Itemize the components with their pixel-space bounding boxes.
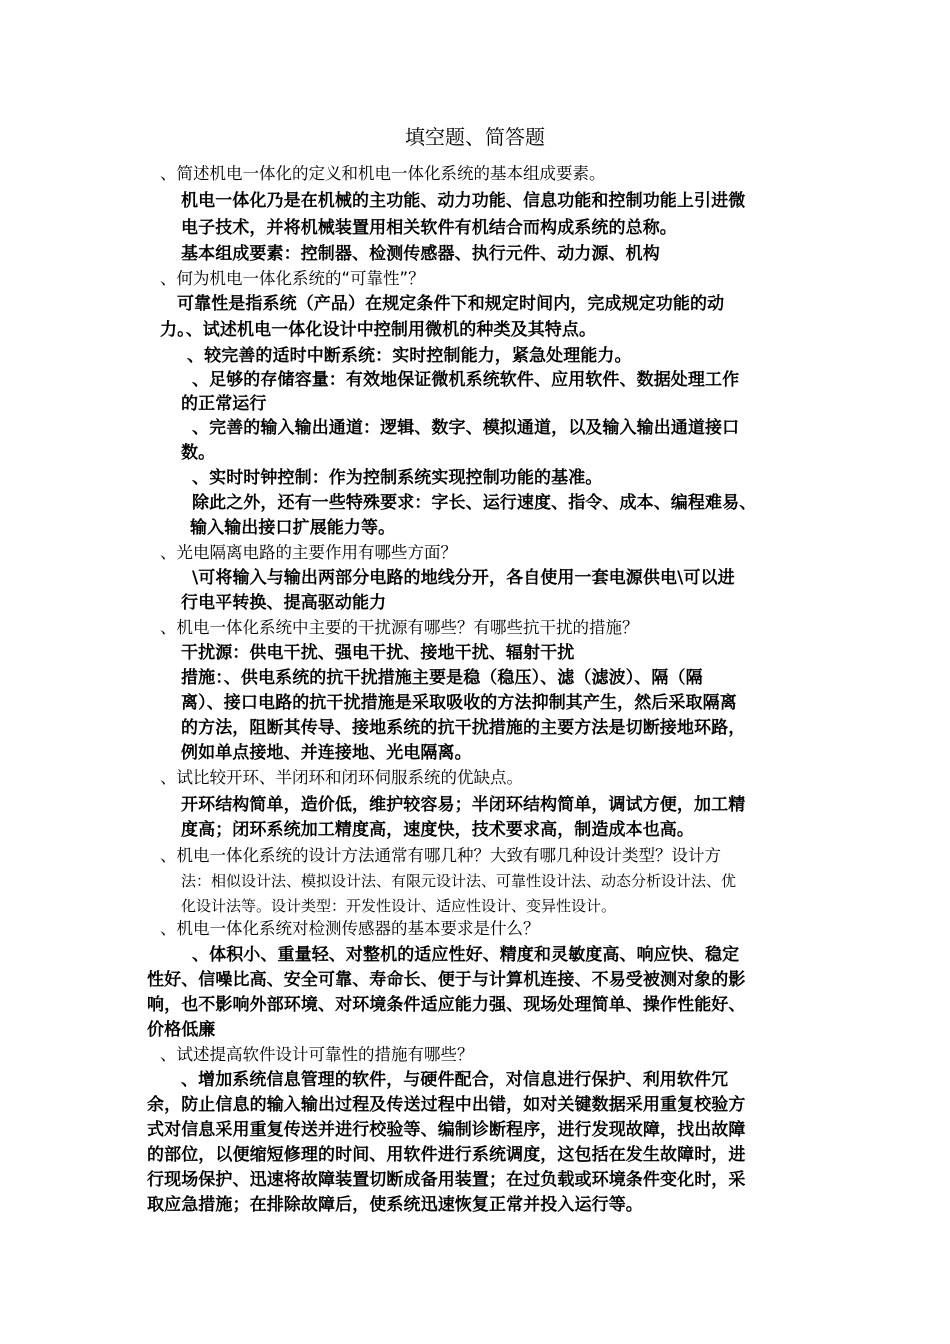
page-title: 填空题、简答题 xyxy=(405,125,545,149)
answer-line: 、足够的存储容量：有效地保证微机系统软件、应用软件、数据处理工作 xyxy=(192,370,740,390)
answer-line: 干扰源：供电干扰、强电干扰、接地干扰、辐射干扰 xyxy=(181,643,575,663)
question-line: 、试比较开环、半闭环和闭环伺服系统的优缺点。 xyxy=(160,768,523,787)
question-line: 、机电一体化系统对检测传感器的基本要求是什么？ xyxy=(160,919,540,938)
answer-line: 电子技术，并将机械装置用相关软件有机结合而构成系统的总称。 xyxy=(181,218,677,238)
answer-line: 度高；闭环系统加工精度高，速度快，技术要求高，制造成本也高。 xyxy=(181,820,694,840)
answer-line: 措施：、供电系统的抗干扰措施主要是稳（稳压）、滤（滤波）、隔（隔 xyxy=(181,668,703,688)
answer-line: 可靠性是指系统（产品）在规定条件下和规定时间内，完成规定功能的动 xyxy=(177,294,725,314)
answer-line: 力。、试述机电一体化设计中控制用微机的种类及其特点。 xyxy=(160,320,597,340)
answer-line: 的部位，以便缩短修理的时间、用软件进行系统调度，这包括在发生故障时，进 xyxy=(147,1145,746,1165)
answer-line: 、完善的输入输出通道：逻辑、数字、模拟通道，以及输入输出通道接口 xyxy=(192,418,740,438)
answer-line: 响，也不影响外部环境、对环境条件适应能力强、现场处理简单、操作性能好、 xyxy=(147,995,746,1015)
answer-line: 行现场保护、迅速将故障装置切断成备用装置；在过负载或环境条件变化时，采 xyxy=(147,1170,746,1190)
answer-line: 行电平转换、提高驱动能力 xyxy=(181,593,387,613)
answer-line: 离）、接口电路的抗干扰措施是采取吸收的方法抑制其产生，然后采取隔离 xyxy=(181,693,737,713)
answer-line: 取应急措施；在排除故障后，使系统迅速恢复正常并投入运行等。 xyxy=(147,1195,643,1215)
question-line: 、机电一体化系统的设计方法通常有哪几种？大致有哪几种设计类型？设计方 xyxy=(160,846,721,865)
answer-line: 的正常运行 xyxy=(181,394,267,414)
answer-line: 余，防止信息的输入输出过程及传送过程中出错，如对关键数据采用重复校验方 xyxy=(147,1095,746,1115)
answer-line: 开环结构简单，造价低，维护较容易；半闭环结构简单，调试方便，加工精 xyxy=(181,795,746,815)
question-line: 、光电隔离电路的主要作用有哪些方面？ xyxy=(160,543,457,562)
answer-line: 机电一体化乃是在机械的主功能、动力功能、信息功能和控制功能上引进微 xyxy=(181,191,746,211)
answer-line: 数。 xyxy=(181,443,216,463)
answer-line: 输入输出接口扩展能力等。 xyxy=(190,518,396,538)
answer-line: 价格低廉 xyxy=(147,1020,216,1040)
answer-line: 例如单点接地、并连接地、光电隔离。 xyxy=(181,743,472,763)
answer-line: 除此之外，还有一些特殊要求：字长、运行速度、指令、成本、编程难易、 xyxy=(192,493,757,513)
answer-line-small: 化设计法等。设计类型：开发性设计、适应性设计、变异性设计。 xyxy=(181,897,617,915)
answer-line: 、较完善的适时中断系统：实时控制能力，紧急处理能力。 xyxy=(187,346,632,366)
question-line: 、机电一体化系统中主要的干扰源有哪些？有哪些抗干扰的措施？ xyxy=(160,618,639,637)
answer-line: 、增加系统信息管理的软件，与硬件配合，对信息进行保护、利用软件冗 xyxy=(181,1070,729,1090)
question-line: 、简述机电一体化的定义和机电一体化系统的基本组成要素。 xyxy=(160,164,606,183)
question-line: 、试述提高软件设计可靠性的措施有哪些？ xyxy=(160,1045,474,1064)
answer-line: 式对信息采用重复传送并进行校验等、编制诊断程序，进行发现故障，找出故障 xyxy=(147,1120,746,1140)
answer-line: 基本组成要素：控制器、检测传感器、执行元件、动力源、机构 xyxy=(181,244,660,264)
answer-line-small: 法：相似设计法、模拟设计法、有限元设计法、可靠性设计法、动态分析设计法、优 xyxy=(181,872,737,890)
answer-line: 、体积小、重量轻、对整机的适应性好、精度和灵敏度高、响应快、稳定 xyxy=(192,945,740,965)
answer-line: \可将输入与输出两部分电路的地线分开，各自使用一套电源供电\可以进 xyxy=(192,568,735,588)
answer-line: 性好、信噪比高、安全可靠、寿命长、便于与计算机连接、不易受被测对象的影 xyxy=(147,970,746,990)
question-line: 、何为机电一体化系统的“可靠性”？ xyxy=(160,269,425,288)
answer-line: 的方法，阻断其传导、接地系统的抗干扰措施的主要方法是切断接地环路， xyxy=(181,718,746,738)
answer-line: 、实时时钟控制：作为控制系统实现控制功能的基准。 xyxy=(192,468,603,488)
